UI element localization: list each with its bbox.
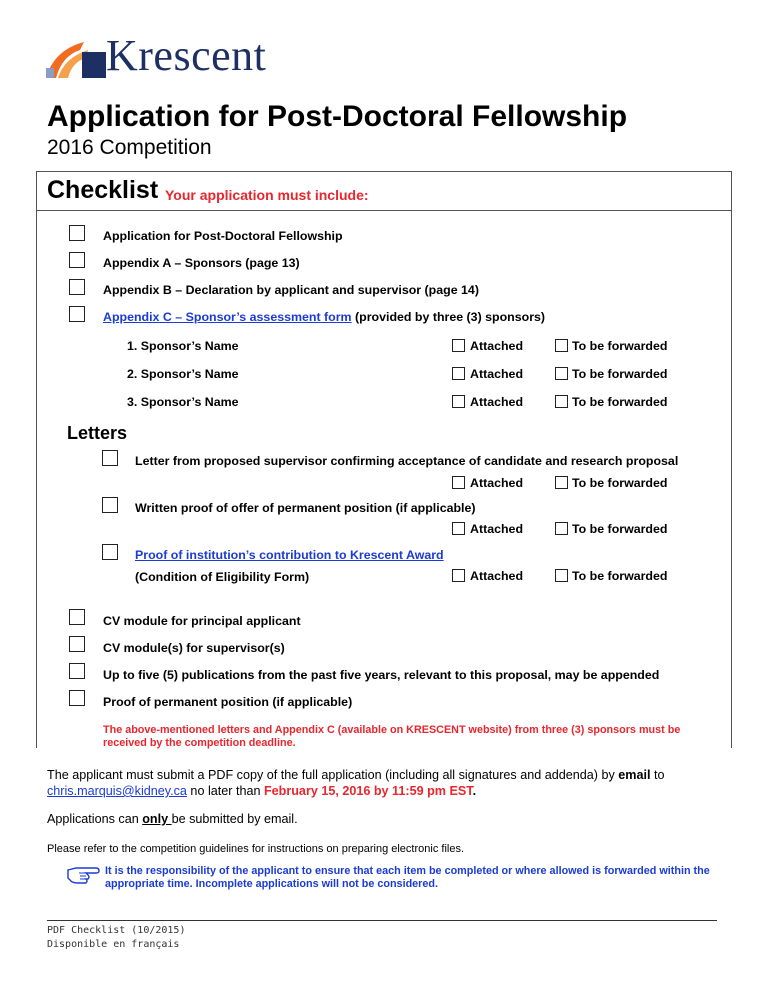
checkbox-permanent-position[interactable] bbox=[69, 690, 85, 706]
checkbox-appendix-c[interactable] bbox=[69, 306, 85, 322]
footer-language: Disponible en français bbox=[47, 939, 180, 950]
checkbox-appendix-a[interactable] bbox=[69, 252, 85, 268]
submission-text-b: to bbox=[650, 768, 665, 782]
deadline-note: The above-mentioned letters and Appendix C (available on KRESCENT website) from three (3) sponsors must be received by the competition deadline. bbox=[103, 724, 681, 749]
forwarded-label: To be forwarded bbox=[572, 522, 668, 536]
checkbox-sponsor-1-forwarded[interactable] bbox=[555, 339, 568, 352]
item-appendix-c bbox=[103, 310, 545, 324]
sponsor-name-3: 3. Sponsor’s Name bbox=[127, 395, 239, 409]
checkbox-sponsor-2-forwarded[interactable] bbox=[555, 367, 568, 380]
email-only-emphasis: only bbox=[142, 812, 172, 826]
attached-label: Attached bbox=[470, 522, 524, 536]
logo-text: Krescent bbox=[106, 31, 267, 80]
institution-contribution-link[interactable]: Proof of institution’s contribution to Krescent Award bbox=[135, 548, 444, 562]
checklist-title: Checklist bbox=[47, 176, 159, 204]
checkbox-cv-supervisor[interactable] bbox=[69, 636, 85, 652]
attached-label: Attached bbox=[470, 395, 524, 409]
submission-email-word: email bbox=[618, 768, 651, 782]
item-appendix-b: Appendix B – Declaration by applicant and supervisor (page 14) bbox=[103, 283, 479, 297]
responsibility-note: It is the responsibility of the applicant to ensure that each item be completed or where allowed is forwarded within the appropriate time. Incomplete applications will not be considered. bbox=[105, 865, 710, 890]
forwarded-label: To be forwarded bbox=[572, 476, 668, 490]
letter-institution bbox=[135, 548, 444, 562]
attached-label: Attached bbox=[470, 367, 524, 381]
forwarded-label: To be forwarded bbox=[572, 367, 668, 381]
checkbox-letter-institution-attached[interactable] bbox=[452, 569, 465, 582]
item-cv-supervisor: CV module(s) for supervisor(s) bbox=[103, 641, 285, 655]
letters-heading: Letters bbox=[67, 423, 128, 443]
letter-supervisor: Letter from proposed supervisor confirming acceptance of candidate and research proposal bbox=[135, 454, 679, 468]
contact-email-link[interactable]: chris.marquis@kidney.ca bbox=[47, 784, 187, 798]
checkbox-sponsor-1-attached[interactable] bbox=[452, 339, 465, 352]
email-only-paragraph bbox=[47, 811, 298, 827]
checkbox-application[interactable] bbox=[69, 225, 85, 241]
checkbox-appendix-b[interactable] bbox=[69, 279, 85, 295]
attached-label: Attached bbox=[470, 476, 524, 490]
submission-text-c: no later than bbox=[186, 784, 264, 798]
page-subtitle: 2016 Competition bbox=[47, 136, 212, 159]
item-appendix-a: Appendix A – Sponsors (page 13) bbox=[103, 256, 300, 270]
attached-label: Attached bbox=[470, 339, 524, 353]
logo-mark-icon bbox=[44, 38, 106, 78]
checkbox-letter-institution-forwarded[interactable] bbox=[555, 569, 568, 582]
attached-label: Attached bbox=[470, 569, 524, 583]
checkbox-letter-supervisor[interactable] bbox=[102, 450, 118, 466]
forwarded-label: To be forwarded bbox=[572, 569, 668, 583]
checkbox-letter-permanent-forwarded[interactable] bbox=[555, 522, 568, 535]
checkbox-publications[interactable] bbox=[69, 663, 85, 679]
page-title: Application for Post-Doctoral Fellowship bbox=[47, 100, 628, 133]
pointing-hand-icon bbox=[66, 864, 100, 886]
checkbox-sponsor-3-attached[interactable] bbox=[452, 395, 465, 408]
checkbox-letter-permanent-attached[interactable] bbox=[452, 522, 465, 535]
forwarded-label: To be forwarded bbox=[572, 395, 668, 409]
submission-paragraph bbox=[47, 767, 727, 799]
letter-permanent: Written proof of offer of permanent position (if applicable) bbox=[135, 501, 476, 515]
sponsor-name-1: 1. Sponsor’s Name bbox=[127, 339, 239, 353]
checkbox-cv-applicant[interactable] bbox=[69, 609, 85, 625]
item-publications: Up to five (5) publications from the past five years, relevant to this proposal, may be appended bbox=[103, 668, 660, 682]
checkbox-letter-supervisor-forwarded[interactable] bbox=[555, 476, 568, 489]
item-permanent-position: Proof of permanent position (if applicable) bbox=[103, 695, 353, 709]
letter-institution-sub: (Condition of Eligibility Form) bbox=[135, 570, 310, 584]
checkbox-letter-permanent[interactable] bbox=[102, 497, 118, 513]
footer-divider bbox=[47, 920, 717, 921]
checkbox-sponsor-2-attached[interactable] bbox=[452, 367, 465, 380]
checkbox-sponsor-3-forwarded[interactable] bbox=[555, 395, 568, 408]
checkbox-letter-institution[interactable] bbox=[102, 544, 118, 560]
item-application: Application for Post-Doctoral Fellowship bbox=[103, 229, 343, 243]
checkbox-letter-supervisor-attached[interactable] bbox=[452, 476, 465, 489]
email-only-text-a: Applications can bbox=[47, 812, 143, 826]
appendix-c-link[interactable]: Appendix C – Sponsor’s assessment form bbox=[103, 310, 352, 324]
submission-deadline: February 15, 2016 by 11:59 pm EST bbox=[263, 784, 473, 798]
forwarded-label: To be forwarded bbox=[572, 339, 668, 353]
guidelines-paragraph: Please refer to the competition guidelines for instructions on preparing electronic files. bbox=[47, 843, 465, 855]
submission-text-a: The applicant must submit a PDF copy of the full application (including all signatures and addenda) by bbox=[47, 768, 619, 782]
sponsor-name-2: 2. Sponsor’s Name bbox=[127, 367, 239, 381]
footer-version: PDF Checklist (10/2015) bbox=[47, 925, 186, 936]
submission-text-d: . bbox=[472, 784, 477, 798]
checklist-note: Your application must include: bbox=[165, 187, 369, 203]
appendix-c-suffix: (provided by three (3) sponsors) bbox=[351, 310, 546, 324]
item-cv-applicant: CV module for principal applicant bbox=[103, 614, 301, 628]
krescent-logo bbox=[44, 31, 267, 80]
email-only-text-b: be submitted by email. bbox=[171, 812, 298, 826]
